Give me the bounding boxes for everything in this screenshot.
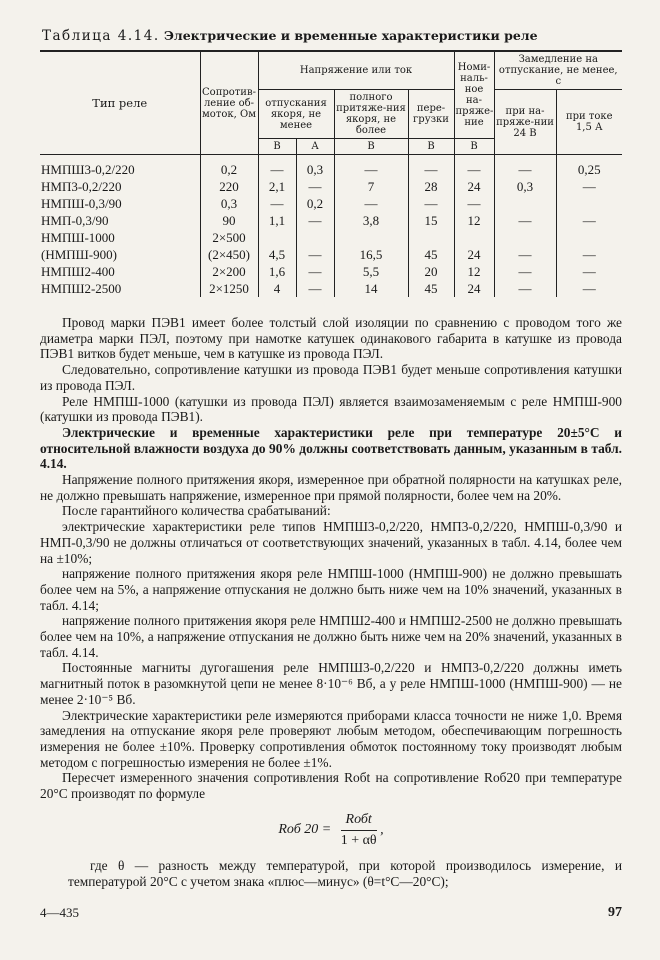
cell-delay-current: —: [556, 263, 622, 280]
cell-pickup: —: [334, 155, 408, 179]
header-delay-current: при токе 1,5 А: [556, 90, 622, 155]
cell-nominal: 12: [454, 212, 494, 229]
table-row: [40, 263, 622, 280]
cell-overload: 20: [408, 263, 454, 280]
table-caption: [42, 28, 622, 44]
cell-type: (НМПШ-900): [41, 247, 117, 262]
cell-release-v: 1,1: [258, 212, 296, 229]
cell-release-v: —: [258, 155, 296, 179]
cell-release-v: 4,5: [258, 246, 296, 263]
header-type: Тип реле: [40, 51, 200, 155]
cell-delay-current: —: [556, 178, 622, 195]
cell-delay-voltage: 0,3: [494, 178, 556, 195]
cell-release-a: 0,3: [296, 155, 334, 179]
paragraph: Реле НМПШ-1000 (катушки из провода ПЭЛ) является взаимозаменяемым с реле НМПШ-900 (катушки из провода ПЭВ1).: [40, 393, 622, 425]
cell-resistance: 90: [200, 212, 258, 229]
paragraph: где θ — разность между температурой, при которой производилось измерение, и температурой 20°С с учетом знака «плюс—минус» (θ=t°С—20°С);: [68, 858, 622, 889]
cell-release-a: [296, 229, 334, 246]
header-unit-v: В: [454, 139, 494, 155]
cell-resistance: 2×1250: [200, 280, 258, 297]
formula: [40, 812, 622, 848]
cell-release-a: —: [296, 263, 334, 280]
cell-type: НМПШ2-400: [41, 264, 115, 279]
cell-overload: —: [408, 155, 454, 179]
paragraph: После гарантийного количества срабатываний:: [62, 503, 331, 519]
cell-release-a: 0,2: [296, 195, 334, 212]
table-row: [40, 155, 622, 179]
cell-type: НМПШ-1000: [41, 230, 115, 245]
table-row: [40, 280, 622, 297]
formula-denominator: 1 + αθ: [340, 832, 377, 848]
cell-pickup: 3,8: [334, 212, 408, 229]
cell-release-a: —: [296, 212, 334, 229]
page-number: 97: [608, 905, 622, 920]
table-row: [40, 178, 622, 195]
cell-nominal: [454, 229, 494, 246]
cell-type: НМПШ3-0,2/220: [41, 162, 135, 177]
cell-nominal: 24: [454, 280, 494, 297]
relay-characteristics-table: [40, 50, 622, 297]
formula-numerator: Rобt: [341, 812, 377, 831]
cell-pickup: —: [334, 195, 408, 212]
header-unit-v: В: [258, 139, 296, 155]
paragraph: Следовательно, сопротивление катушки из провода ПЭВ1 будет меньше сопротивления катушки из провода ПЭЛ.: [40, 362, 622, 393]
cell-pickup: 7: [334, 178, 408, 195]
body-text: [40, 315, 622, 890]
cell-nominal: 12: [454, 263, 494, 280]
table-caption-label: Таблица 4.14.: [42, 28, 160, 44]
cell-nominal: 24: [454, 178, 494, 195]
table-caption-title: Электрические и временные характеристики реле: [163, 28, 538, 43]
table-row: [40, 246, 622, 263]
paragraph: Электрические характеристики реле измеряются приборами класса точности не ниже 1,0. Время замедления на отпускание якоря реле проверяют любым методом, обеспечивающим погрешность измерения не более ±10%. Проверку сопротивления обмоток постоянному току производят любым методом с погрешностью измерения не более ±1%.: [40, 707, 622, 770]
cell-release-v: [258, 229, 296, 246]
formula-fraction: [341, 812, 377, 848]
cell-delay-voltage: [494, 195, 556, 212]
cell-nominal: —: [454, 155, 494, 179]
paragraph: Электрические и временные характеристики реле при температуре 20±5°С и относительной влажности воздуха до 90% должны соответствовать данным, указанным в табл. 4.14.: [40, 424, 622, 472]
cell-type: НМП3-0,2/220: [41, 179, 122, 194]
formula-lhs: Rоб 20 =: [278, 822, 332, 838]
cell-nominal: —: [454, 195, 494, 212]
header-release: отпускания якоря, не менее: [258, 90, 334, 139]
cell-delay-current: [556, 229, 622, 246]
cell-release-v: 2,1: [258, 178, 296, 195]
cell-delay-voltage: —: [494, 246, 556, 263]
cell-release-a: —: [296, 178, 334, 195]
cell-delay-current: [556, 195, 622, 212]
paragraph: напряжение полного притяжения якоря реле НМПШ2-400 и НМПШ2-2500 не должно превышать более чем на 10%, а напряжение отпускания не должно быть ниже чем на 20% значений, указанных в табл. 4.14.: [40, 613, 622, 660]
formula-tail: ,: [380, 822, 384, 838]
cell-delay-voltage: —: [494, 212, 556, 229]
header-unit-v: В: [334, 139, 408, 155]
header-pickup: полного притяже-ния якоря, не более: [334, 90, 408, 139]
header-voltage-group: Напряжение или ток: [258, 51, 454, 90]
paragraph: напряжение полного притяжения якоря реле НМПШ-1000 (НМПШ-900) не должно превышать более чем на 5%, а напряжение отпускания не должно быть ниже чем на 10% значений, указанных в табл. 4.14;: [40, 566, 622, 613]
cell-type: НМПШ2-2500: [41, 281, 122, 296]
cell-delay-voltage: —: [494, 280, 556, 297]
paragraph: Постоянные магниты дугогашения реле НМПШ3-0,2/220 и НМП3-0,2/220 должны иметь магнитный поток в разомкнутой цепи не менее 8·10⁻⁶ Вб, а у реле НМПШ-1000 (НМПШ-900) — не менее 2·10⁻⁵ Вб.: [40, 660, 622, 707]
cell-resistance: 2×200: [200, 263, 258, 280]
paragraph: Провод марки ПЭВ1 имеет более толстый слой изоляции по сравнению с проводом того же диаметра марки ПЭЛ, поэтому при намотке катушек одинакового габарита в катушке из провода ПЭВ1 витков будет меньше, чем в катушке из провода ПЭЛ.: [40, 315, 622, 362]
paragraph: электрические характеристики реле типов НМПШ3-0,2/220, НМП3-0,2/220, НМПШ-0,3/90 и НМП-0,3/90 не должны отличаться от соответствующих значений, указанных в табл. 4.14, более чем на ±10%;: [40, 519, 622, 566]
cell-delay-voltage: —: [494, 263, 556, 280]
header-unit-a: А: [296, 139, 334, 155]
header-overload: пере-грузки: [408, 90, 454, 139]
cell-resistance: 2×500: [200, 229, 258, 246]
signature-mark: 4—435: [40, 905, 79, 920]
cell-nominal: 24: [454, 246, 494, 263]
header-resistance: Сопротив-ление об-моток, Ом: [200, 51, 258, 155]
cell-delay-current: —: [556, 280, 622, 297]
header-nominal: Номи-наль-ное на-пряже-ние: [454, 51, 494, 139]
cell-release-v: —: [258, 195, 296, 212]
cell-release-a: —: [296, 246, 334, 263]
cell-release-a: —: [296, 280, 334, 297]
page: [40, 28, 622, 890]
cell-delay-current: —: [556, 212, 622, 229]
header-unit-v: В: [408, 139, 454, 155]
cell-delay-voltage: [494, 229, 556, 246]
cell-release-v: 1,6: [258, 263, 296, 280]
paragraph: Пересчет измеренного значения сопротивления Rобt на сопротивление Rоб20 при температуре 20°С производят по формуле: [40, 770, 622, 802]
cell-pickup: 16,5: [334, 246, 408, 263]
cell-pickup: 5,5: [334, 263, 408, 280]
cell-overload: 45: [408, 246, 454, 263]
header-delay-group: Замедление на отпускание, не менее, с: [494, 51, 622, 90]
header-delay-voltage: при на-пряже-нии 24 В: [494, 90, 556, 155]
cell-release-v: 4: [258, 280, 296, 297]
cell-resistance: 0,2: [200, 155, 258, 179]
cell-overload: 28: [408, 178, 454, 195]
table-row: [40, 212, 622, 229]
cell-delay-current: 0,25: [556, 155, 622, 179]
paragraph: Напряжение полного притяжения якоря, измеренное при обратной полярности на катушках реле, не должно превышать напряжение, измеренное при прямой полярности, более чем на 20%.: [40, 472, 622, 503]
cell-delay-current: —: [556, 246, 622, 263]
cell-overload: —: [408, 195, 454, 212]
cell-resistance: (2×450): [200, 246, 258, 263]
cell-overload: [408, 229, 454, 246]
cell-type: НМПШ-0,3/90: [41, 196, 122, 211]
cell-delay-voltage: —: [494, 155, 556, 179]
cell-overload: 15: [408, 212, 454, 229]
cell-pickup: [334, 229, 408, 246]
cell-resistance: 0,3: [200, 195, 258, 212]
cell-pickup: 14: [334, 280, 408, 297]
cell-overload: 45: [408, 280, 454, 297]
table-row: [40, 229, 622, 246]
table-row: [40, 195, 622, 212]
cell-type: НМП-0,3/90: [41, 213, 109, 228]
cell-resistance: 220: [200, 178, 258, 195]
